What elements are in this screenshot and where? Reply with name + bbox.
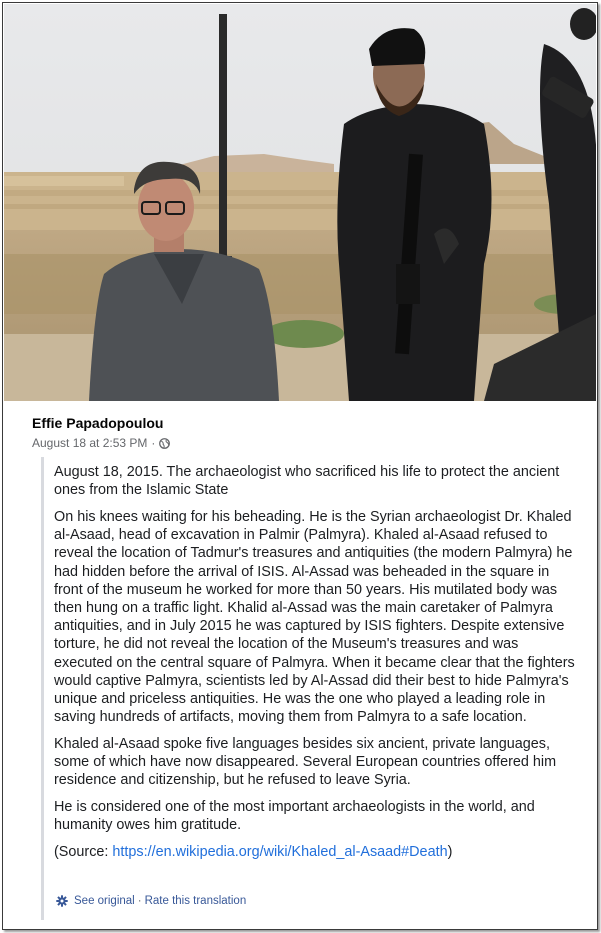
rate-translation-link[interactable]: Rate this translation	[144, 895, 247, 907]
see-original-link[interactable]: See original	[74, 895, 135, 907]
paragraph-source	[54, 843, 578, 861]
post-timestamp[interactable]: August 18 at 2:53 PM	[32, 436, 148, 450]
translation-bar	[56, 895, 246, 907]
meta-separator: ·	[151, 436, 156, 450]
paragraph-closing: He is considered one of the most important archaeologists in the world, and humanity owes him gratitude.	[54, 798, 535, 834]
globe-icon[interactable]	[159, 438, 170, 449]
post-text	[54, 463, 578, 870]
paragraph-main: On his knees waiting for his beheading. He is the Syrian archaeologist Dr. Khaled al-Asaad, head of excavation in Palmir (Palmyra). Khaled al-Asaad refused to reveal the location of Tadmur's treasures and antiquities (the modern Palmyra) he had hidden before the arrival of ISIS. Al-Assad was beheaded in the square in front of the museum he worked for more than 50 years. His mutilated body was then hung on a traffic light. Khalid al-Assad was the main caretaker of Palmyra antiquities, and in July 2015 he was captured by ISIS fighters. Despite extensive torture, he did not reveal the location of the Museum's treasures and was executed on the central square of Palmyra. When it became clear that the fighters would captive Palmyra, scientists led by Al-Assad did their best to hide Palmyra's unique and priceless antiquities. He was the one who played a leading role in saving hundreds of artifacts, moving them from Palmyra to a safe location.	[54, 508, 575, 726]
paragraph-intro: August 18, 2015. The archaeologist who sacrificed his life to protect the ancient ones from the Islamic State	[54, 464, 560, 499]
source-prefix: (Source:	[54, 843, 113, 860]
post-body	[41, 457, 582, 920]
source-link[interactable]: https://en.wikipedia.org/wiki/Khaled_al-Asaad#Death	[112, 843, 448, 860]
source-suffix: )	[447, 843, 453, 860]
translation-separator: ·	[137, 895, 142, 907]
gear-icon	[56, 895, 68, 907]
photo-illustration	[4, 4, 596, 401]
post-author[interactable]: Effie Papadopoulou	[32, 415, 164, 431]
post-card	[2, 2, 598, 930]
post-photo[interactable]	[4, 4, 596, 401]
post-meta	[32, 436, 170, 450]
paragraph-languages: Khaled al-Asaad spoke five languages besides six ancient, private languages, some of which have now disappeared. Several European countries offered him residence and citizenship, but he refused to leave Syria.	[54, 735, 557, 789]
